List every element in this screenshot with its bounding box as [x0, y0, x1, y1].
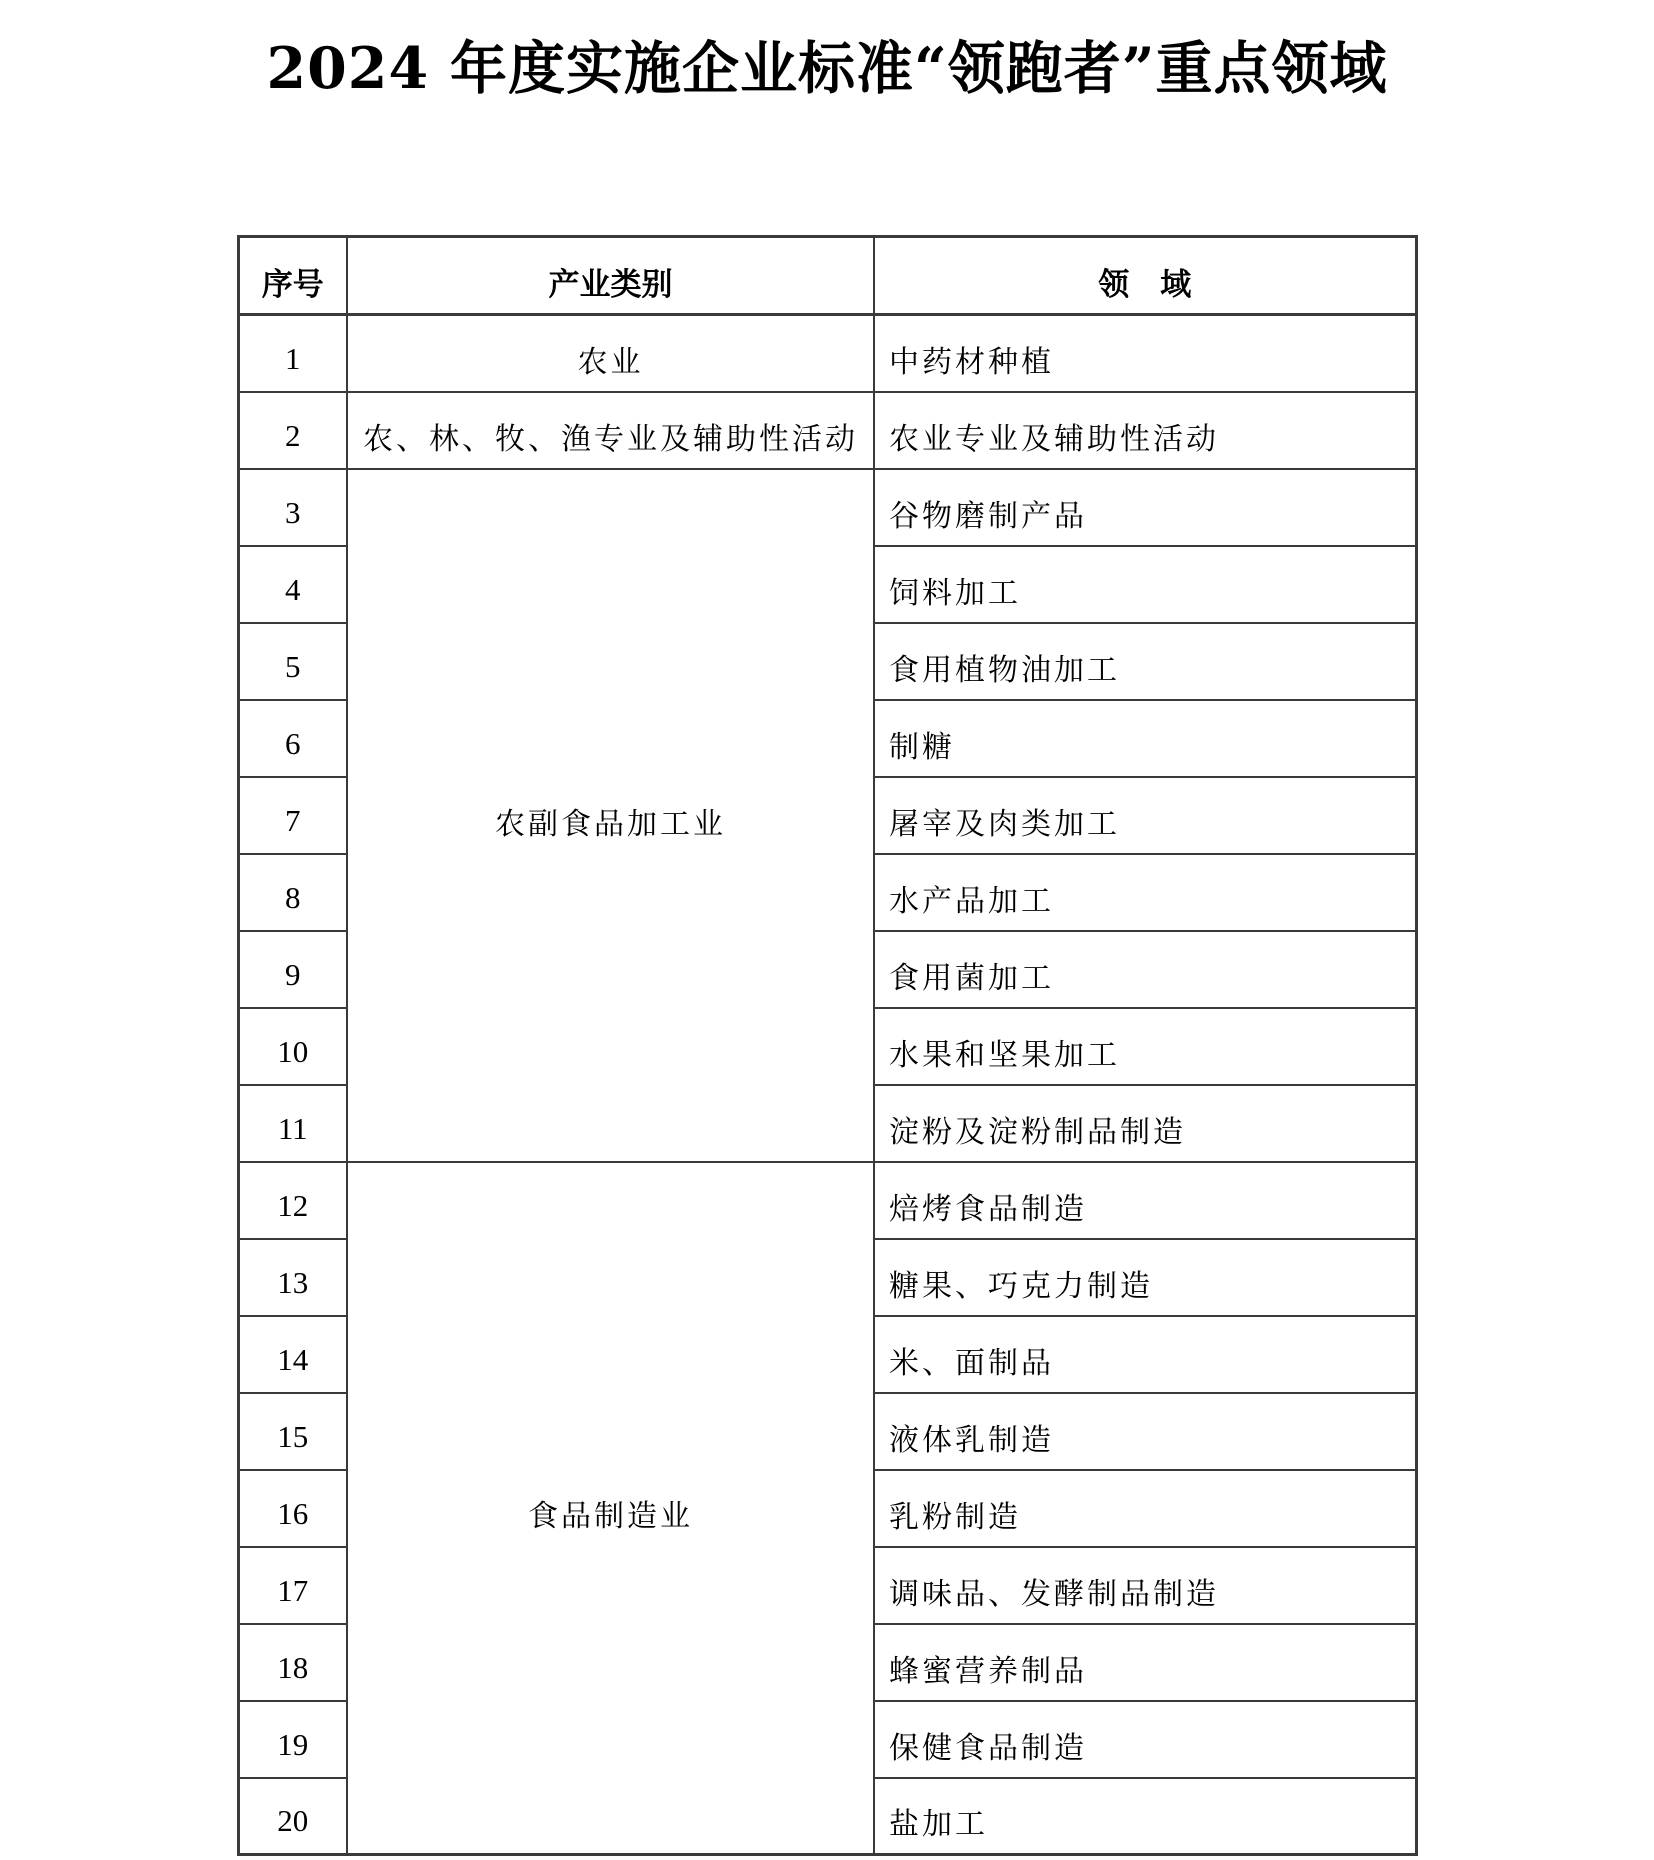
- field-cell: 蜂蜜营养制品: [874, 1624, 1416, 1701]
- col-header-field: 领 域: [874, 237, 1416, 315]
- row-no: 5: [238, 623, 347, 700]
- row-no: 3: [238, 469, 347, 546]
- col-header-category: 产业类别: [347, 237, 874, 315]
- field-cell: 调味品、发酵制品制造: [874, 1547, 1416, 1624]
- field-cell: 中药材种植: [874, 315, 1416, 392]
- field-cell: 焙烤食品制造: [874, 1162, 1416, 1239]
- field-cell: 乳粉制造: [874, 1470, 1416, 1547]
- field-cell: 水产品加工: [874, 854, 1416, 931]
- field-cell: 谷物磨制产品: [874, 469, 1416, 546]
- field-cell: 食用菌加工: [874, 931, 1416, 1008]
- row-no: 4: [238, 546, 347, 623]
- table-row: [238, 469, 1416, 546]
- field-cell: 糖果、巧克力制造: [874, 1239, 1416, 1316]
- table-header: [238, 237, 1416, 315]
- row-no: 17: [238, 1547, 347, 1624]
- field-cell: 液体乳制造: [874, 1393, 1416, 1470]
- row-no: 18: [238, 1624, 347, 1701]
- row-no: 7: [238, 777, 347, 854]
- page-title: 2024 年度实施企业标准“领跑者”重点领域: [266, 35, 1388, 102]
- field-cell: 屠宰及肉类加工: [874, 777, 1416, 854]
- col-header-no: 序号: [238, 237, 347, 315]
- category-cell: 农业: [347, 315, 874, 392]
- field-cell: 饲料加工: [874, 546, 1416, 623]
- key-areas-table: [237, 235, 1418, 1856]
- row-no: 16: [238, 1470, 347, 1547]
- field-cell: 食用植物油加工: [874, 623, 1416, 700]
- field-cell: 农业专业及辅助性活动: [874, 392, 1416, 469]
- row-no: 13: [238, 1239, 347, 1316]
- row-no: 6: [238, 700, 347, 777]
- field-cell: 米、面制品: [874, 1316, 1416, 1393]
- category-cell: 农、林、牧、渔专业及辅助性活动: [347, 392, 874, 469]
- row-no: 8: [238, 854, 347, 931]
- header-row: [238, 237, 1416, 315]
- field-cell: 保健食品制造: [874, 1701, 1416, 1778]
- field-cell: 淀粉及淀粉制品制造: [874, 1085, 1416, 1162]
- row-no: 20: [238, 1778, 347, 1855]
- category-cell: 食品制造业: [347, 1162, 874, 1855]
- row-no: 9: [238, 931, 347, 1008]
- row-no: 10: [238, 1008, 347, 1085]
- table-body: [238, 315, 1416, 1855]
- row-no: 15: [238, 1393, 347, 1470]
- row-no: 11: [238, 1085, 347, 1162]
- table-row: [238, 1162, 1416, 1239]
- row-no: 19: [238, 1701, 347, 1778]
- category-cell: 农副食品加工业: [347, 469, 874, 1162]
- field-cell: 制糖: [874, 700, 1416, 777]
- field-cell: 盐加工: [874, 1778, 1416, 1855]
- row-no: 2: [238, 392, 347, 469]
- table-row: [238, 315, 1416, 392]
- field-cell: 水果和坚果加工: [874, 1008, 1416, 1085]
- table-row: [238, 392, 1416, 469]
- row-no: 12: [238, 1162, 347, 1239]
- row-no: 1: [238, 315, 347, 392]
- row-no: 14: [238, 1316, 347, 1393]
